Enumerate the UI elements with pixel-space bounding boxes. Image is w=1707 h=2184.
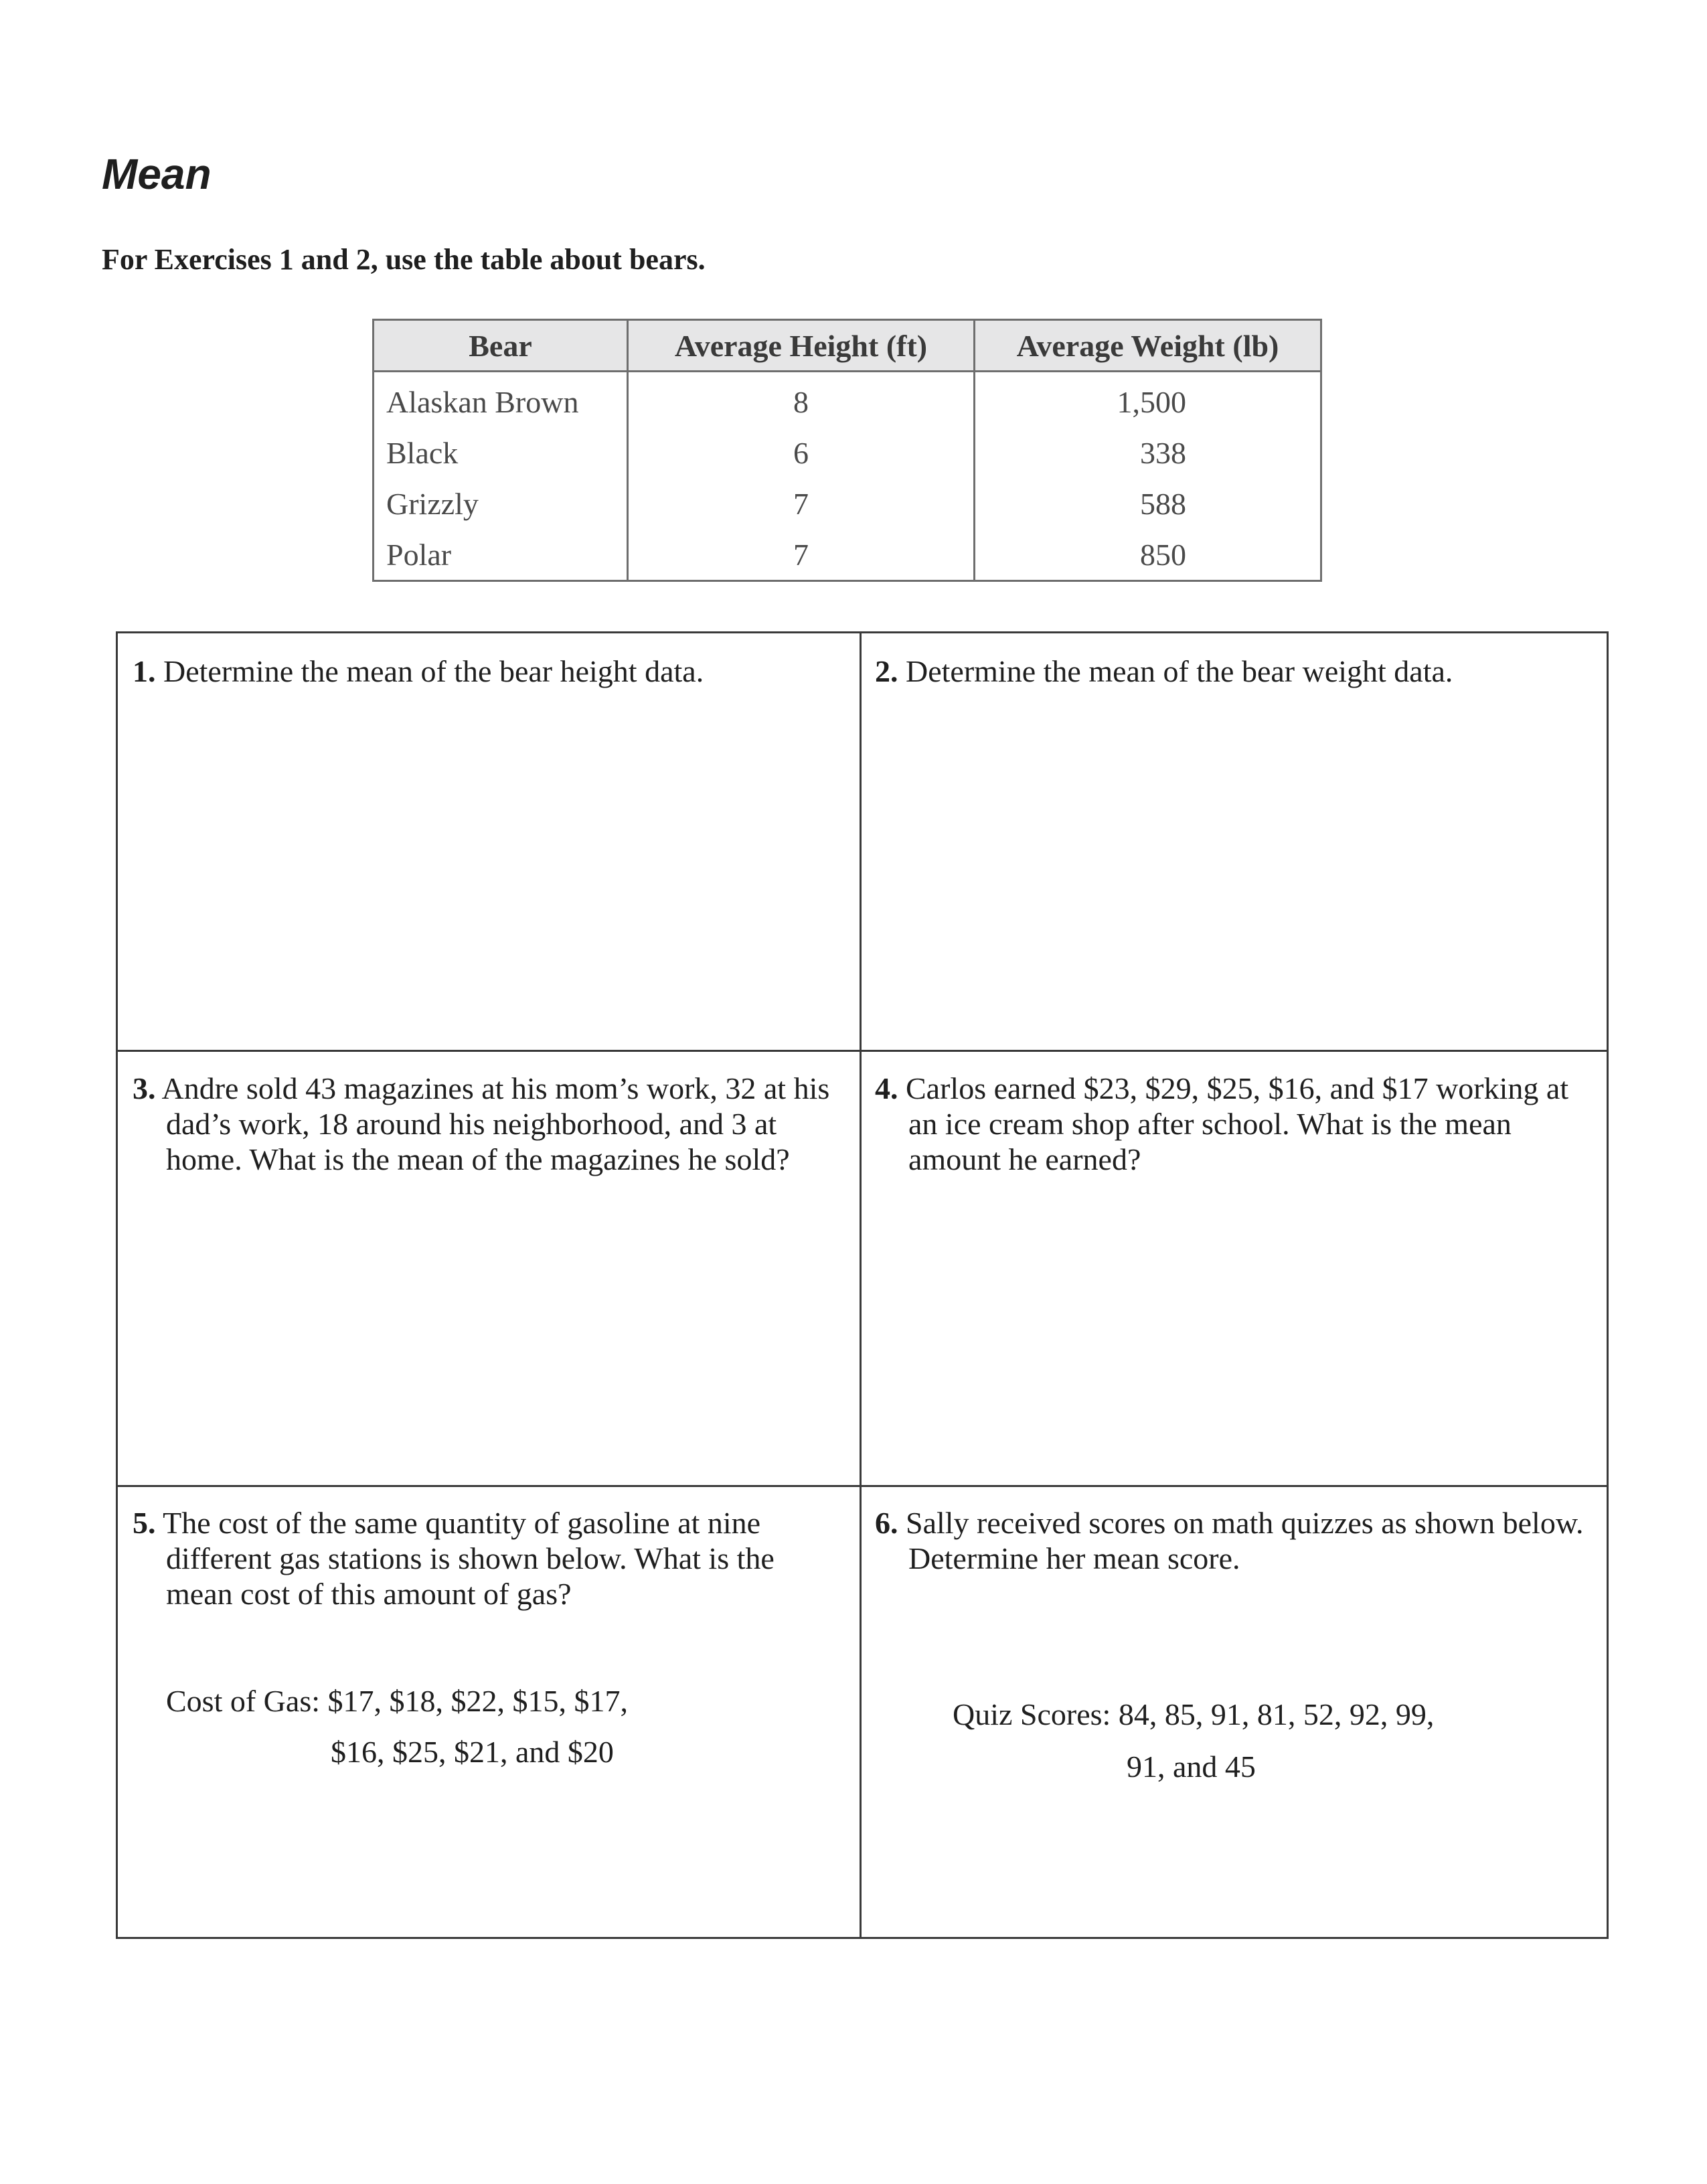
exercise-5	[133, 1505, 835, 1612]
quiz-scores-data-line-1: Quiz Scores: 84, 85, 91, 81, 52, 92, 99,	[953, 1697, 1435, 1731]
column-header-height: Average Height (ft)	[628, 320, 975, 372]
bear-weight: 1,500	[975, 372, 1321, 428]
table-row	[374, 372, 1321, 428]
bear-weight: 588	[975, 478, 1321, 529]
table-header-row	[374, 320, 1321, 372]
exercise-number: 1.	[133, 654, 156, 688]
exercise-text: Andre sold 43 magazines at his mom’s work, 32 at his dad’s work, 18 around his neighborhood, and 3 at home. What is the mean of the magazines he sold?	[161, 1071, 830, 1176]
grid-divider	[860, 633, 862, 1937]
exercise-3	[133, 1071, 835, 1177]
exercise-6	[875, 1505, 1598, 1576]
exercise-text: Sally received scores on math quizzes as shown below. Determine her mean score.	[906, 1506, 1584, 1575]
bear-name: Black	[374, 427, 628, 478]
exercise-text: Determine the mean of the bear height data.	[163, 654, 704, 688]
exercise-number: 4.	[875, 1071, 898, 1105]
table-row	[374, 478, 1321, 529]
exercise-number: 5.	[133, 1506, 156, 1540]
bear-height: 6	[628, 427, 975, 478]
exercise-text: Carlos earned $23, $29, $25, $16, and $17 working at an ice cream shop after school. What is the mean amount he earned?	[906, 1071, 1569, 1176]
bear-height: 7	[628, 529, 975, 581]
table-row	[374, 427, 1321, 478]
exercise-grid	[116, 631, 1609, 1939]
table-row	[374, 529, 1321, 581]
exercise-2	[875, 653, 1598, 689]
bear-name: Polar	[374, 529, 628, 581]
bear-weight: 338	[975, 427, 1321, 478]
quiz-scores-data-line-2: 91, and 45	[1127, 1749, 1256, 1784]
bear-name: Alaskan Brown	[374, 372, 628, 428]
column-header-bear: Bear	[374, 320, 628, 372]
bear-table	[372, 319, 1322, 582]
grid-divider	[118, 1050, 1607, 1052]
instructions: For Exercises 1 and 2, use the table about bears.	[102, 243, 706, 276]
gas-cost-data-line-1: Cost of Gas: $17, $18, $22, $15, $17,	[166, 1684, 628, 1718]
bear-height: 8	[628, 372, 975, 428]
exercise-number: 6.	[875, 1506, 898, 1540]
bear-weight: 850	[975, 529, 1321, 581]
exercise-number: 2.	[875, 654, 898, 688]
exercise-1	[133, 653, 849, 689]
page-title: Mean	[102, 150, 212, 198]
exercise-number: 3.	[133, 1071, 156, 1105]
exercise-text: Determine the mean of the bear weight data.	[906, 654, 1453, 688]
gas-cost-data-line-2: $16, $25, $21, and $20	[331, 1735, 614, 1769]
bear-name: Grizzly	[374, 478, 628, 529]
exercise-4	[875, 1071, 1571, 1177]
exercise-text: The cost of the same quantity of gasoline at nine different gas stations is shown below. What is the mean cost of this amount of gas?	[163, 1506, 775, 1611]
column-header-weight: Average Weight (lb)	[975, 320, 1321, 372]
grid-divider	[118, 1485, 1607, 1487]
bear-height: 7	[628, 478, 975, 529]
